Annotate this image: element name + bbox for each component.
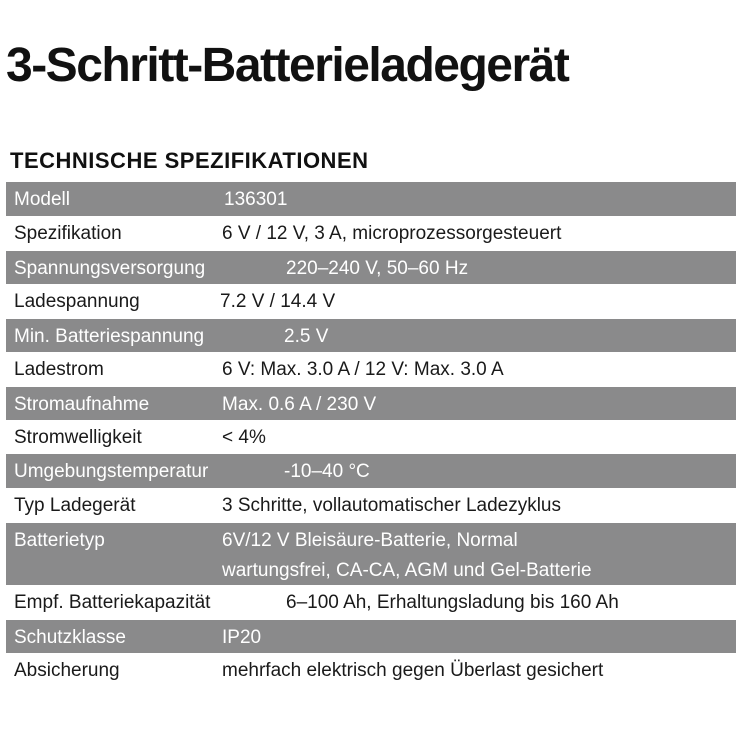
spec-label: Stromaufnahme	[14, 394, 150, 415]
spec-value: 7.2 V / 14.4 V	[220, 291, 336, 312]
spec-row-absicherung	[6, 653, 736, 689]
spec-value: 6 V / 12 V, 3 A, microprozessorgesteuert	[222, 223, 562, 244]
spec-label: Stromwelligkeit	[14, 427, 142, 448]
spec-label: Typ Ladegerät	[14, 495, 136, 516]
spec-label: Spezifikation	[14, 223, 122, 244]
spec-value: mehrfach elektrisch gegen Überlast gesichert	[222, 660, 604, 681]
spec-row-stromwelligkeit	[6, 420, 736, 454]
spec-row-min-batteriespannung	[6, 319, 736, 352]
spec-label: Absicherung	[14, 660, 120, 681]
spec-label: Spannungsversorgung	[14, 258, 206, 279]
spec-row-typ-ladegeraet	[6, 488, 736, 523]
spec-row-stromaufnahme	[6, 387, 736, 420]
spec-row-batterietyp	[6, 523, 736, 585]
section-title: TECHNISCHE SPEZIFIKATIONEN	[10, 148, 369, 173]
spec-label: Modell	[14, 189, 70, 210]
spec-row-spezifikation	[6, 216, 736, 251]
spec-value: 6V/12 V Bleisäure-Batterie, Normal wartungsfrei, CA-CA, AGM und Gel-Batterie	[222, 530, 592, 581]
spec-row-empf-batteriekapazitaet	[6, 585, 736, 620]
spec-row-ladespannung	[6, 284, 736, 319]
spec-label: Empf. Batteriekapazität	[14, 592, 211, 613]
spec-label: Umgebungstemperatur	[14, 461, 209, 482]
spec-row-umgebungstemperatur	[6, 454, 736, 488]
spec-table	[6, 182, 736, 689]
spec-value: 6 V: Max. 3.0 A / 12 V: Max. 3.0 A	[222, 359, 504, 380]
spec-value: 6–100 Ah, Erhaltungsladung bis 160 Ah	[286, 592, 619, 613]
spec-label: Ladestrom	[14, 359, 104, 380]
page-title: 3-Schritt-Batterieladegerät	[6, 39, 569, 92]
spec-label: Batterietyp	[14, 530, 105, 551]
spec-value: 136301	[224, 189, 288, 210]
spec-row-modell	[6, 182, 736, 216]
spec-value: IP20	[222, 627, 262, 648]
spec-value: 220–240 V, 50–60 Hz	[286, 258, 469, 279]
spec-row-ladestrom	[6, 352, 736, 387]
spec-row-schutzklasse	[6, 620, 736, 653]
spec-row-spannungsversorgung	[6, 251, 736, 284]
spec-value: -10–40 °C	[284, 461, 370, 482]
spec-value: 3 Schritte, vollautomatischer Ladezyklus	[222, 495, 561, 516]
spec-value: < 4%	[222, 427, 266, 448]
spec-label: Schutzklasse	[14, 627, 126, 648]
spec-label: Min. Batteriespannung	[14, 326, 205, 347]
spec-value: 2.5 V	[284, 326, 329, 347]
spec-label: Ladespannung	[14, 291, 140, 312]
spec-value: Max. 0.6 A / 230 V	[222, 394, 377, 415]
